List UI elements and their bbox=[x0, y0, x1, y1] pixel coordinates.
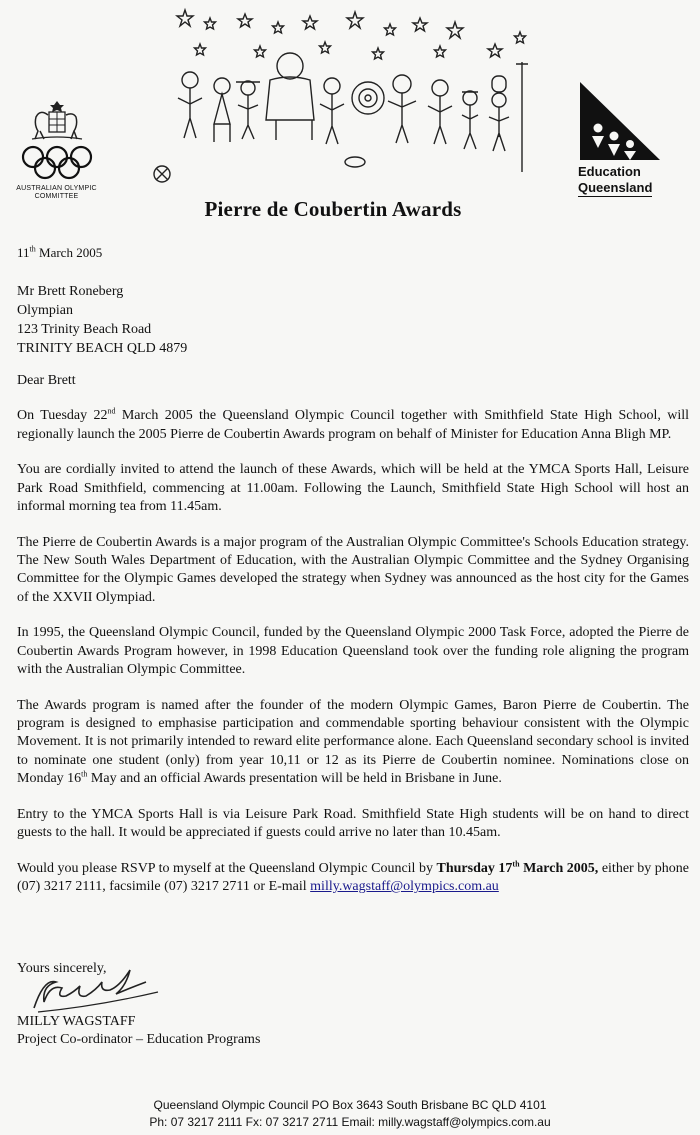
paragraph-program: The Pierre de Coubertin Awards is a major program of the Australian Olympic Committee's Schools Education strategy. The New South Wales Department of Education, with the Australian Olympic Committee and the Sydney Organising Committee for the Olympic Games developed the strategy when Sydney was announced as the host city for the Games of the XXVII Olympiad. bbox=[17, 534, 689, 605]
closing: Yours sincerely, bbox=[17, 961, 107, 976]
education-queensland-text: Education Queensland bbox=[578, 164, 653, 195]
paragraph-history: In 1995, the Queensland Olympic Council, funded by the Queensland Olympic 2000 Task Force, adopted the Pierre de Coubertin Awards Program however, in 1998 Education Queensland took over the funding role aligning the program with the Australian Olympic Committee. bbox=[17, 625, 689, 678]
signer-title: Project Co-ordinator – Education Programs bbox=[17, 1032, 261, 1047]
handwritten-signature bbox=[30, 968, 180, 1016]
athletes-drawing-illustration bbox=[150, 2, 540, 192]
signer-block bbox=[17, 1013, 260, 1049]
footer-contact: Ph: 07 3217 2111 Fx: 07 3217 2711 Email: milly.wagstaff@olympics.com.au bbox=[149, 1115, 551, 1129]
paragraph-awards: The Awards program is named after the founder of the modern Olympic Games, Baron Pierre de Coubertin. The program is designed to emphasise participation and commendable sporting behaviour consistent with the Olympic Movement. It is not primarily intended to reward elite performance alone. Each Queensland secondary school is invited to nominate one student (only) from year 10,11 or 12 as its Pierre de Coubertin nominee. Nominations close on Monday 16th May and an official Awards presentation will be held in Brisbane in June. bbox=[17, 697, 689, 787]
paragraph-invitation: You are cordially invited to attend the launch of these Awards, which will be held at the YMCA Sports Hall, Leisure Park Road Smithfield, commencing at 11.00am. Following the Launch, Smithfield State High School will host an informal morning tea from 11.45am. bbox=[17, 462, 689, 514]
aoc-logo-text: AUSTRALIAN OLYMPIC COMMITTEE bbox=[16, 185, 97, 200]
recipient-address bbox=[17, 282, 187, 358]
education-queensland-triangle-icon bbox=[576, 80, 662, 164]
address-line: Olympian bbox=[17, 303, 73, 318]
salutation: Dear Brett bbox=[17, 373, 76, 388]
coat-of-arms-icon bbox=[22, 95, 92, 143]
footer-address: Queensland Olympic Council PO Box 3643 South Brisbane BC QLD 4101 bbox=[153, 1098, 547, 1112]
paragraph-entry: Entry to the YMCA Sports Hall is via Leisure Park Road. Smithfield State High students will be on hand to direct guests to the hall. It would be appreciated if guests could arrive no later than 10.45am. bbox=[17, 806, 689, 841]
signer-name: MILLY WAGSTAFF bbox=[17, 1014, 136, 1029]
olympic-rings-icon bbox=[17, 145, 97, 181]
paragraph-launch: On Tuesday 22nd March 2005 the Queensland Olympic Council together with Smithfield State High School, will regionally launch the 2005 Pierre de Coubertin Awards program on behalf of Minister for Education Anna Bligh MP. bbox=[17, 406, 689, 442]
paragraph-rsvp: Would you please RSVP to myself at the Queensland Olympic Council by Thursday 17th March 2005, either by phone (07) 3217 2111, facsimile (07) 3217 2711 or E-mail milly.wagstaff@olympics.com.au bbox=[17, 859, 689, 895]
letter-date: 11th March 2005 bbox=[17, 244, 103, 260]
page-title: Pierre de Coubertin Awards bbox=[204, 197, 462, 221]
aoc-logo bbox=[14, 95, 99, 201]
address-line: 123 Trinity Beach Road bbox=[17, 322, 152, 337]
education-queensland-logo bbox=[576, 80, 666, 197]
email-link[interactable]: milly.wagstaff@olympics.com.au bbox=[310, 879, 499, 895]
letter-body bbox=[17, 372, 689, 914]
address-line: Mr Brett Roneberg bbox=[17, 284, 124, 299]
footer bbox=[0, 1097, 700, 1131]
address-line: TRINITY BEACH QLD 4879 bbox=[17, 341, 188, 356]
